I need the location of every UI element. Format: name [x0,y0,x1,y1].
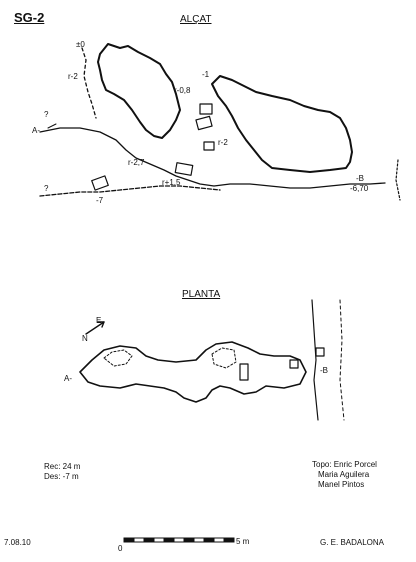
plan-boulder [240,364,248,380]
scale-start-label: 0 [118,544,123,553]
elevation-rock-left [98,44,180,138]
depth-label: -7 [96,196,104,205]
north-label: N [82,334,88,343]
club-name: G. E. BADALONA [320,538,385,547]
plan-title: PLANTA [182,289,221,300]
sheet-code: SG-2 [14,10,45,25]
unknown-mark: ? [44,184,49,193]
depth-total: Des: -7 m [44,472,79,481]
boulder [204,142,214,150]
route-length: Rec: 24 m [44,462,81,471]
plan-section-start: A- [64,374,72,383]
scale-end-label: 5 m [236,537,250,546]
elevation-title: ALÇAT [180,14,212,25]
boulder [200,104,212,114]
elevation-floor [40,128,385,188]
elevation-lower-floor [40,186,220,196]
plan-section-end: -B [320,366,328,375]
boulder [196,116,212,129]
plan-boulder [316,348,324,356]
elevation-rock-right [212,76,352,172]
plan-outline [80,342,306,402]
east-label: E [96,316,102,325]
topo-credit: Maria Aguilera [318,470,370,479]
depth-label: -6,70 [350,184,369,193]
boulder [92,176,109,190]
unknown-mark: ? [44,110,49,119]
elevation-right-wall [396,160,400,200]
section-end-label: -B [356,174,364,183]
survey-date: 7.08.10 [4,538,31,547]
depth-label: ±0 [76,40,85,49]
depth-label: r-2 [68,72,78,81]
depth-label: r-0,8 [174,86,191,95]
section-line-elevation [48,124,56,128]
depth-label: r-2,7 [128,158,145,167]
scale-bar [124,538,234,542]
elevation-left-wall [82,48,96,118]
topo-credit: Manel Pintos [318,480,365,489]
depth-label: r-2 [218,138,228,147]
topo-credit: Topo: Enric Porcel [312,460,377,469]
plan-rock-detail [212,348,236,368]
depth-label: -1 [202,70,210,79]
plan-right-wall [312,300,318,420]
depth-label: r+1,5 [162,178,181,187]
plan-rock-detail [104,350,132,366]
boulder [175,163,192,176]
plan-right-wall-outer [340,300,344,420]
plan-boulder [290,360,298,368]
section-start-label: A- [32,126,40,135]
